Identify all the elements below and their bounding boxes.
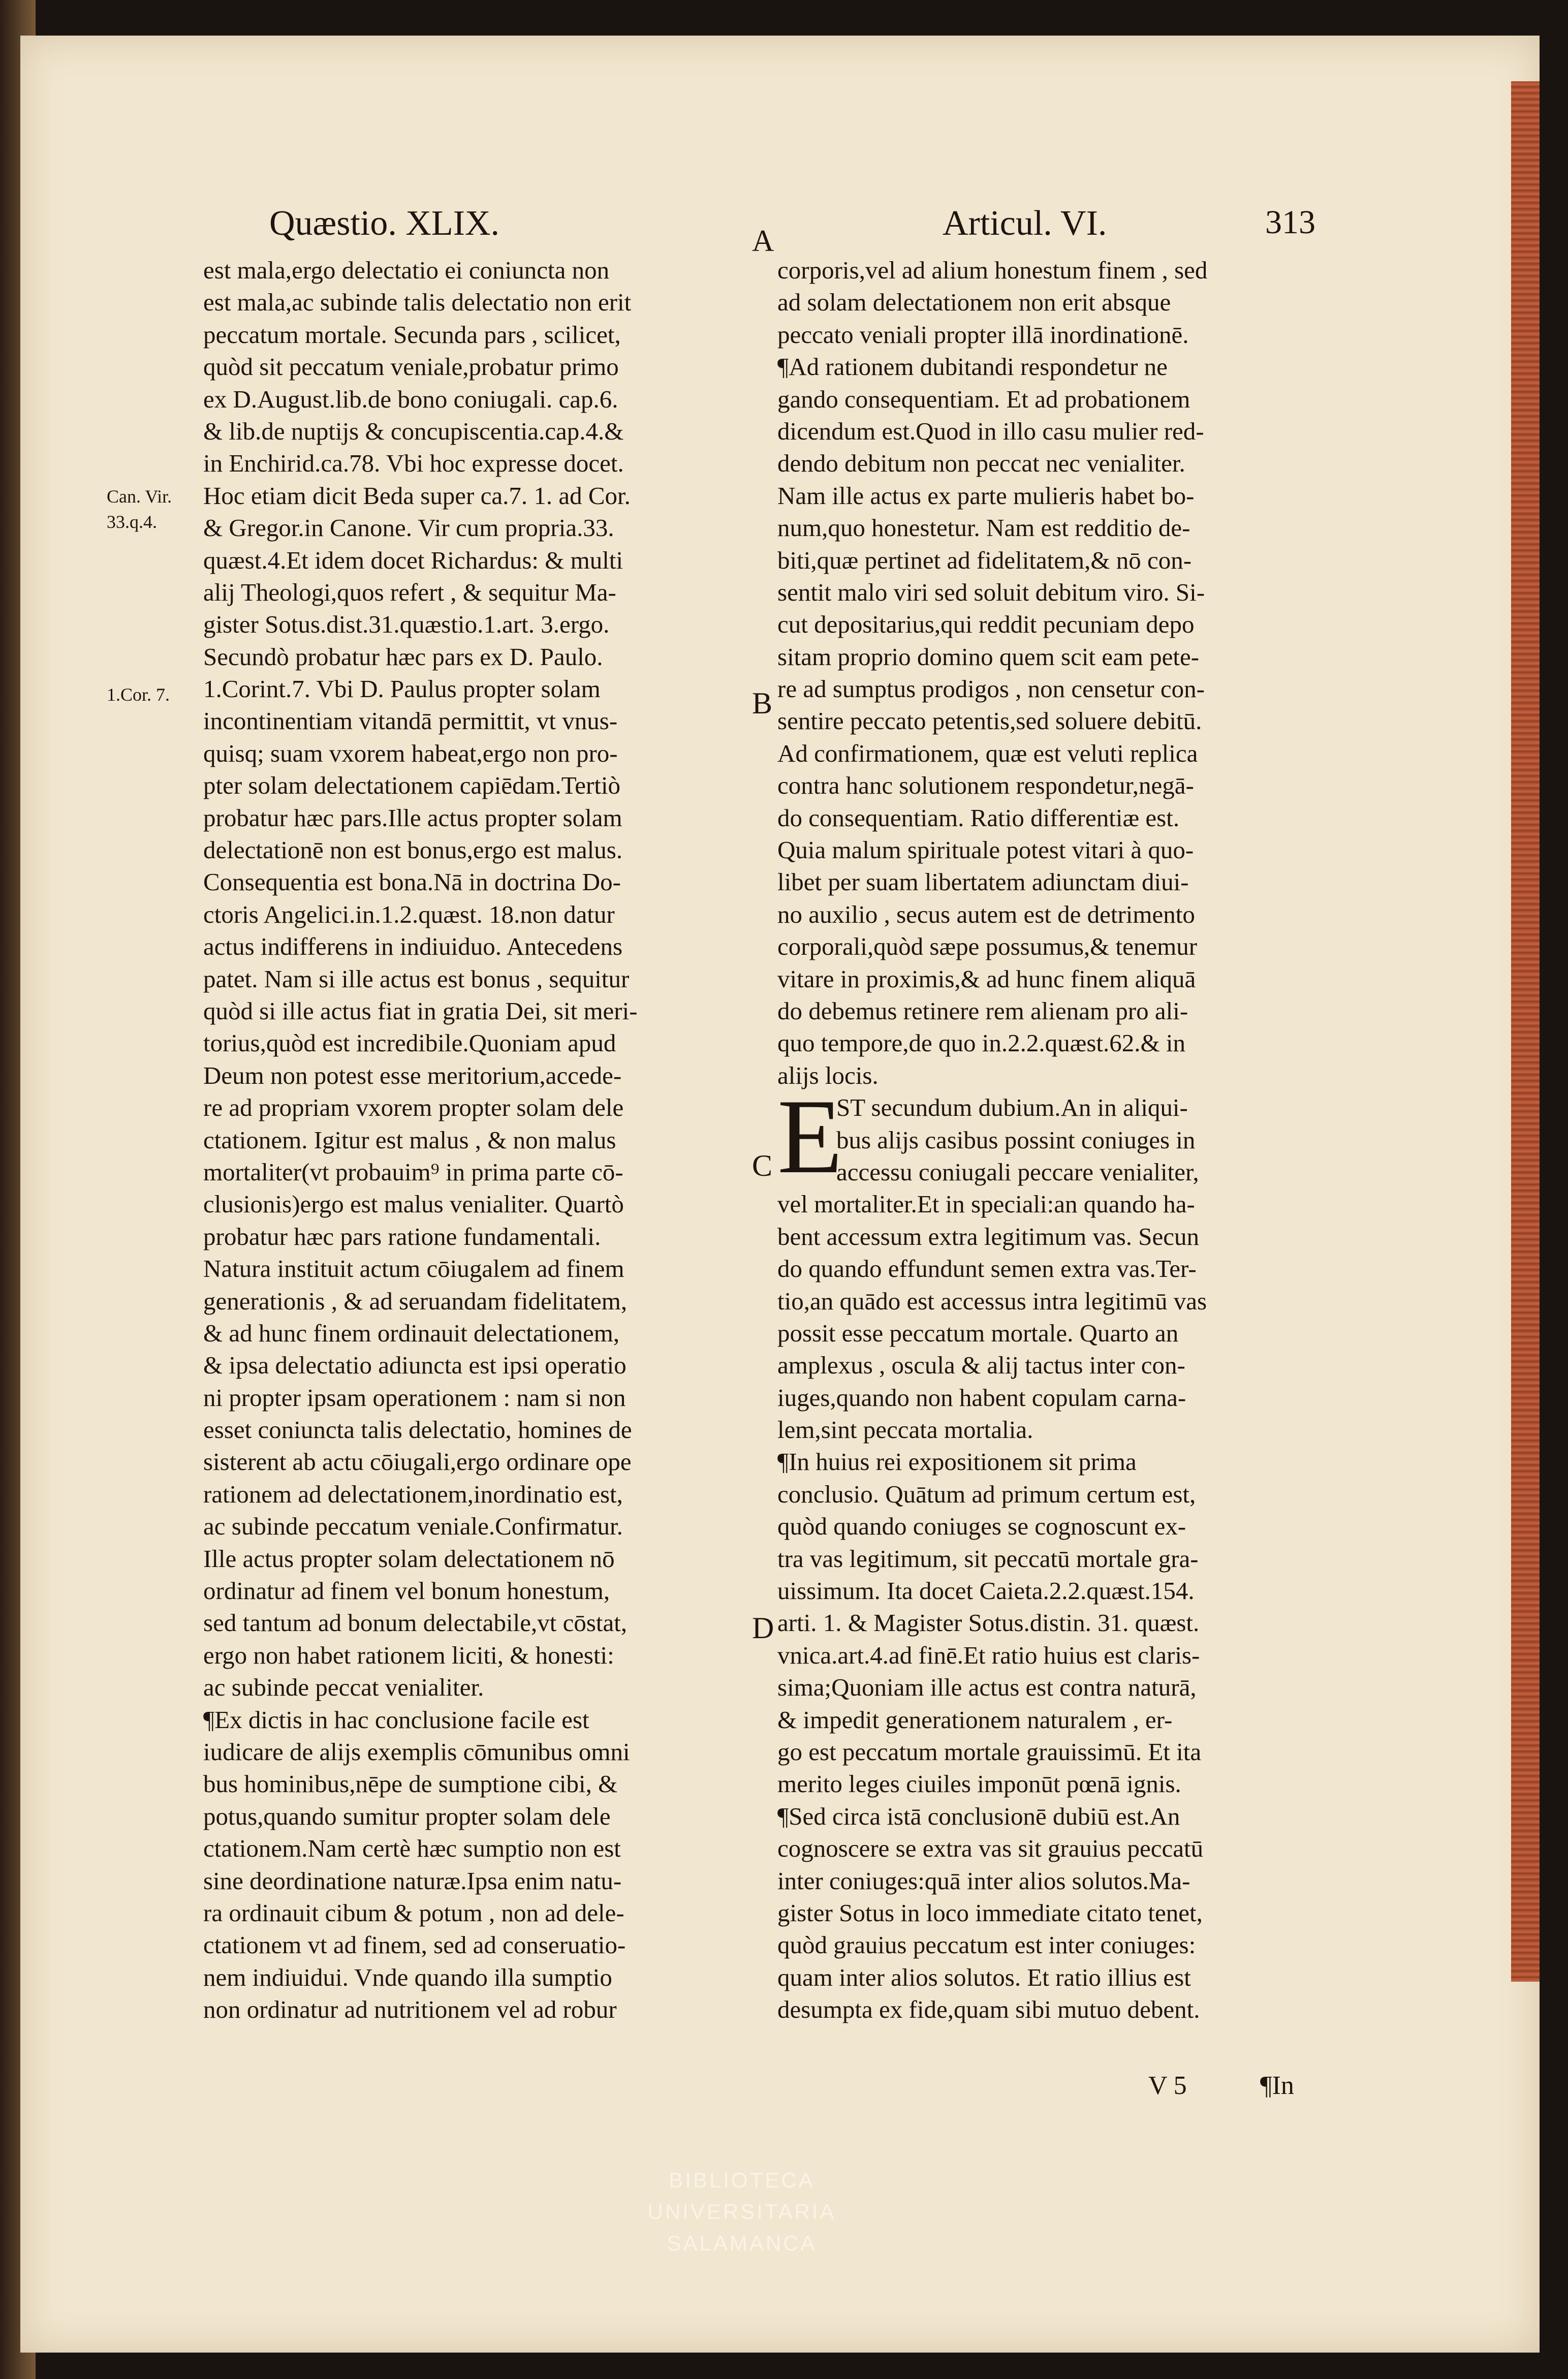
text-line: est mala,ergo delectatio ei coniuncta non	[203, 256, 610, 284]
text-line: quisq; suam vxorem habeat,ergo non pro-	[203, 739, 618, 767]
text-line: do quando effundunt semen extra vas.Ter-	[777, 1255, 1197, 1283]
text-line: & ipsa delectatio adiuncta est ipsi operatio	[203, 1351, 626, 1380]
text-line: est mala,ac subinde talis delectatio non erit	[203, 288, 632, 317]
section-marker-b: B	[752, 686, 773, 720]
text-line: do debemus retinere rem alienam pro ali-	[777, 996, 1188, 1025]
text-line: quòd quando coniuges se cognoscunt ex-	[777, 1512, 1186, 1541]
text-line: & Gregor.in Canone. Vir cum propria.33.	[203, 514, 614, 542]
text-line: do consequentiam. Ratio differentiæ est.	[777, 803, 1180, 832]
page-number: 313	[1265, 204, 1315, 241]
text-line: ctationem vt ad finem, sed ad conseruatio-	[203, 1931, 626, 1959]
text-line: inter coniuges:quā inter alios solutos.Ma-	[777, 1866, 1190, 1895]
text-line: ctationem.Nam certè hæc sumptio non est	[203, 1834, 621, 1863]
text-line: Hoc etiam dicit Beda super ca.7. 1. ad Cor.	[203, 481, 631, 510]
library-watermark-stamp	[615, 2165, 869, 2259]
text-line: quòd sit peccatum veniale,probatur primo	[203, 353, 619, 381]
book-page	[20, 36, 1540, 2353]
text-line: Nam ille actus ex parte mulieris habet bo-	[777, 481, 1195, 510]
text-line: sentire peccato petentis,sed soluere debitū.	[777, 707, 1202, 735]
text-line: sentit malo viri sed soluit debitum viro. Si-	[777, 578, 1205, 606]
text-line: vitare in proximis,& ad hunc finem aliquā	[777, 964, 1196, 993]
text-line: esset coniuncta talis delectatio, homines de	[203, 1416, 632, 1444]
text-line: accessu coniugali peccare venialiter,	[836, 1157, 1199, 1186]
text-line: merito leges ciuiles imponūt pœnā ignis.	[777, 1770, 1181, 1798]
text-line: cut depositarius,qui reddit pecuniam depo	[777, 610, 1195, 639]
text-line: ¶In huius rei expositionem sit prima	[777, 1448, 1137, 1476]
text-line: libet per suam libertatem adiunctam diui-	[777, 868, 1189, 896]
text-line: tio,an quādo est accessus intra legitimū vas	[777, 1287, 1207, 1315]
text-line: ex D.August.lib.de bono coniugali. cap.6.	[203, 385, 618, 413]
text-line: ¶Sed circa istā conclusionē dubiū est.An	[777, 1802, 1180, 1830]
text-line: vnica.art.4.ad finē.Et ratio huius est claris-	[777, 1641, 1200, 1669]
text-line: tra vas legitimum, sit peccatū mortale gra-	[777, 1544, 1199, 1573]
page-edge	[1511, 81, 1540, 1982]
section-marker-c: C	[752, 1149, 773, 1182]
text-line: mortaliter(vt probauim⁹ in prima parte cō-	[203, 1157, 623, 1186]
text-line: uissimum. Ita docet Caieta.2.2.quæst.154.	[777, 1577, 1195, 1605]
text-line: nem indiuidui. Vnde quando illa sumptio	[203, 1963, 612, 1991]
text-line: ordinatur ad finem vel bonum honestum,	[203, 1577, 610, 1605]
text-line: generationis , & ad seruandam fidelitatem,	[203, 1287, 628, 1315]
text-line: torius,quòd est incredibile.Quoniam apud	[203, 1029, 616, 1057]
text-line: contra hanc solutionem respondetur,negā-	[777, 771, 1194, 800]
stamp-line: SALAMANCA	[667, 2231, 817, 2255]
text-line: cognoscere se extra vas sit grauius peccatū	[777, 1834, 1204, 1863]
text-line: quam inter alios solutos. Et ratio illius est	[777, 1963, 1191, 1991]
text-line: ni propter ipsam operationem : nam si non	[203, 1383, 626, 1412]
text-line: ergo non habet rationem liciti, & honesti:	[203, 1641, 614, 1669]
stamp-line: UNIVERSITARIA	[647, 2200, 836, 2224]
text-line: ¶Ex dictis in hac conclusione facile est	[203, 1705, 589, 1734]
margin-note: Can. Vir.	[107, 486, 172, 507]
text-line: clusionis)ergo est malus venialiter. Quartò	[203, 1190, 624, 1218]
text-line: re ad sumptus prodigos , non censetur con-	[777, 675, 1205, 703]
text-line: probatur hæc pars.Ille actus propter solam	[203, 803, 622, 832]
text-line: arti. 1. & Magister Sotus.distin. 31. quæst.	[777, 1609, 1200, 1637]
text-line: possit esse peccatum mortale. Quarto an	[777, 1319, 1179, 1347]
margin-note: 33.q.4.	[107, 512, 157, 532]
text-line: bus alijs casibus possint coniuges in	[836, 1125, 1196, 1154]
text-line: corporali,quòd sæpe possumus,& tenemur	[777, 932, 1198, 961]
section-marker-d: D	[752, 1611, 774, 1645]
text-line: iuges,quando non habent copulam carna-	[777, 1383, 1186, 1412]
text-line: & impedit generationem naturalem , er-	[777, 1705, 1173, 1734]
section-marker-a: A	[752, 224, 774, 258]
text-line: non ordinatur ad nutritionem vel ad robur	[203, 1995, 617, 2024]
text-line: incontinentiam vitandā permittit, vt vnus-	[203, 707, 618, 735]
text-line: sima;Quoniam ille actus est contra naturā,	[777, 1673, 1197, 1702]
margin-note: 1.Cor. 7.	[107, 684, 170, 705]
text-line: & lib.de nuptijs & concupiscentia.cap.4.&	[203, 417, 624, 445]
text-line: ctoris Angelici.in.1.2.quæst. 18.non datur	[203, 900, 615, 928]
text-line: bent accessum extra legitimum vas. Secun	[777, 1222, 1200, 1250]
text-line: gando consequentiam. Et ad probationem	[777, 385, 1190, 413]
text-line: ac subinde peccat venialiter.	[203, 1673, 484, 1702]
text-line: rationem ad delectationem,inordinatio est,	[203, 1480, 623, 1508]
text-line: alij Theologi,quos refert , & sequitur Ma-	[203, 578, 616, 606]
text-line: patet. Nam si ille actus est bonus , sequitur	[203, 964, 630, 993]
text-line: ad solam delectationem non erit absque	[777, 288, 1171, 317]
dropcap-paragraph	[777, 1078, 1306, 1196]
stamp-line: BIBLIOTECA	[669, 2168, 815, 2192]
text-line: amplexus , oscula & alij tactus inter con-	[777, 1351, 1185, 1380]
text-line: Deum non potest esse meritorium,accede-	[203, 1061, 622, 1089]
text-line: gister Sotus.dist.31.quæstio.1.art. 3.ergo.	[203, 610, 610, 639]
text-line: delectationē non est bonus,ergo est malus.	[203, 836, 623, 864]
text-line: ctationem. Igitur est malus , & non malus	[203, 1125, 616, 1154]
text-line: bus hominibus,nēpe de sumptione cibi, &	[203, 1770, 618, 1798]
text-line: corporis,vel ad alium honestum finem , sed	[777, 256, 1208, 284]
text-line: Consequentia est bona.Nā in doctrina Do-	[203, 868, 621, 896]
text-line: conclusio. Quātum ad primum certum est,	[777, 1480, 1196, 1508]
text-line: ra ordinauit cibum & potum , non ad dele-	[203, 1898, 624, 1927]
text-line: quòd si ille actus fiat in gratia Dei, sit meri-	[203, 996, 638, 1025]
text-line: quòd grauius peccatum est inter coniuges:	[777, 1931, 1196, 1959]
signature-mark: V 5	[1148, 2071, 1187, 2100]
text-line: ac subinde peccatum veniale.Confirmatur.	[203, 1512, 623, 1541]
text-line: Quia malum spirituale potest vitari à quo-	[777, 836, 1194, 864]
text-line: sisterent ab actu cōiugali,ergo ordinare ope	[203, 1448, 632, 1476]
catchword: ¶In	[1260, 2071, 1294, 2100]
text-line: Ad confirmationem, quæ est veluti replica	[777, 739, 1198, 767]
text-line: probatur hæc pars ratione fundamentali.	[203, 1222, 601, 1250]
text-line: alijs locis.	[777, 1061, 879, 1089]
running-header-left: Quæstio. XLIX.	[269, 204, 500, 243]
text-line: num,quo honestetur. Nam est redditio de-	[777, 514, 1190, 542]
text-line: sed tantum ad bonum delectabile,vt cōstat,	[203, 1609, 628, 1637]
text-line: in Enchirid.ca.78. Vbi hoc expresse docet.	[203, 449, 624, 478]
text-line: Ille actus propter solam delectationem nō	[203, 1544, 615, 1573]
text-line: gister Sotus in loco immediate citato tenet,	[777, 1898, 1203, 1927]
text-line: re ad propriam vxorem propter solam dele	[203, 1093, 624, 1122]
text-line: 1.Corint.7. Vbi D. Paulus propter solam	[203, 675, 601, 703]
text-line: pter solam delectationem capiēdam.Tertiò	[203, 771, 621, 800]
text-line: ¶Ad rationem dubitandi respondetur ne	[777, 353, 1168, 381]
text-line: peccatum mortale. Secunda pars , scilicet,	[203, 320, 621, 349]
text-line: quæst.4.Et idem docet Richardus: & multi	[203, 546, 623, 574]
running-header-right: Articul. VI.	[943, 204, 1107, 243]
dropcap-letter: E	[777, 1078, 843, 1196]
text-line: no auxilio , secus autem est de detrimento	[777, 900, 1195, 928]
text-line: dicendum est.Quod in illo casu mulier red-	[777, 417, 1204, 445]
text-line: vel mortaliter.Et in speciali:an quando ha-	[777, 1190, 1195, 1218]
text-line: desumpta ex fide,quam sibi mutuo debent.	[777, 1995, 1200, 2024]
text-line: quo tempore,de quo in.2.2.quæst.62.& in	[777, 1029, 1185, 1057]
text-line: Secundò probatur hæc pars ex D. Paulo.	[203, 642, 603, 671]
text-line: potus,quando sumitur propter solam dele	[203, 1802, 611, 1830]
text-line: biti,quæ pertinet ad fidelitatem,& nō con-	[777, 546, 1192, 574]
text-line: actus indifferens in indiuiduo. Antecedens	[203, 932, 623, 961]
text-line: dendo debitum non peccat nec venialiter.	[777, 449, 1185, 478]
text-line: go est peccatum mortale grauissimū. Et ita	[777, 1737, 1202, 1766]
right-text-column	[777, 254, 1306, 2025]
text-line: iudicare de alijs exemplis cōmunibus omni	[203, 1737, 630, 1766]
text-line: sitam proprio domino quem scit eam pete-	[777, 642, 1200, 671]
text-line: lem,sint peccata mortalia.	[777, 1416, 1033, 1444]
left-text-column	[203, 254, 732, 2025]
text-line: Natura instituit actum cōiugalem ad finem	[203, 1255, 624, 1283]
text-line: & ad hunc finem ordinauit delectationem,	[203, 1319, 620, 1347]
text-line: sine deordinatione naturæ.Ipsa enim natu-	[203, 1866, 622, 1895]
text-line: ST secundum dubium.An in aliqui-	[836, 1093, 1188, 1122]
text-line: peccato veniali propter illā inordinationē.	[777, 320, 1189, 349]
